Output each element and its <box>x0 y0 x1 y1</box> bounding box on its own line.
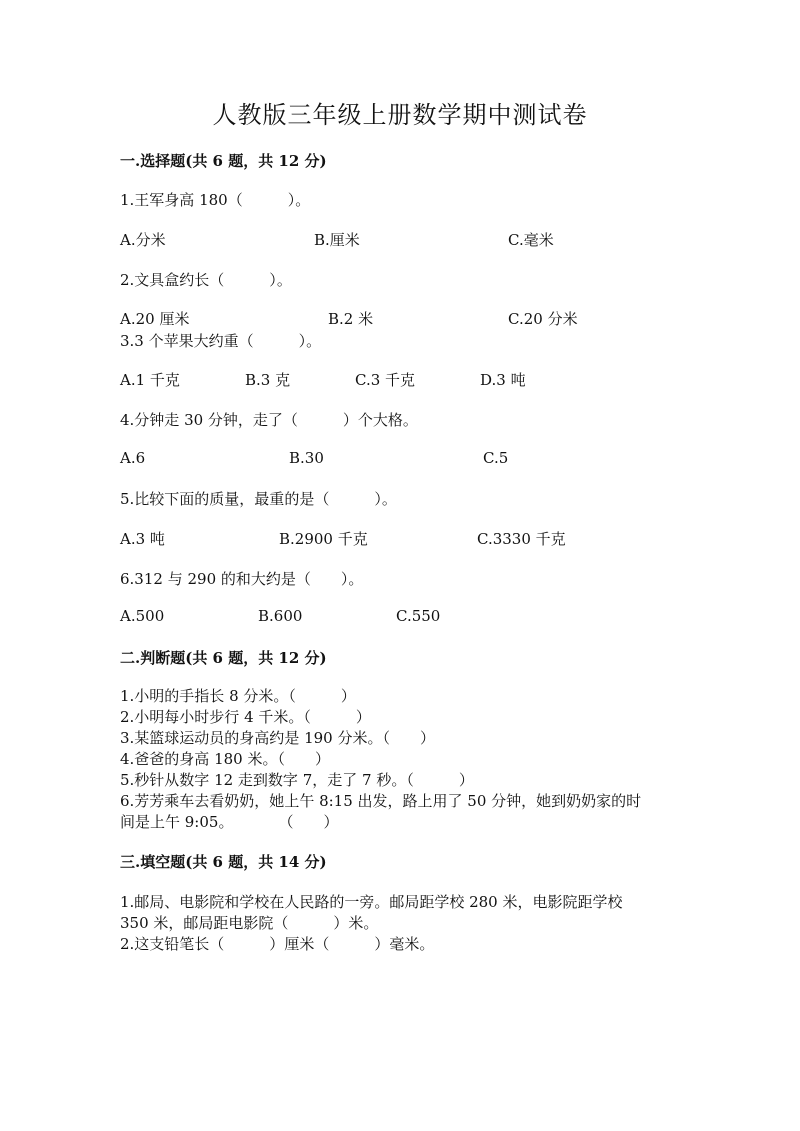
option-c: C.550 <box>396 607 441 625</box>
option-b: B.3 克 <box>245 371 291 389</box>
option-a: A.分米 <box>120 231 166 249</box>
question-3: 3.3 个苹果大约重（ ）。 <box>120 332 322 350</box>
fill-item: 2.这支铅笔长（ ）厘米（ ）毫米。 <box>120 935 435 953</box>
judgement-item: 1.小明的手指长 8 分米。（ ） <box>120 687 356 705</box>
option-b: B.2 米 <box>328 310 374 328</box>
question-6: 6.312 与 290 的和大约是（ ）。 <box>120 570 364 588</box>
option-c: C.5 <box>483 449 509 467</box>
section-header-judgement: 二.判断题(共 6 题，共 12 分) <box>120 649 327 667</box>
judgement-item: 4.爸爸的身高 180 米。（ ） <box>120 750 330 768</box>
option-c: C.3330 千克 <box>477 530 566 548</box>
question-5: 5.比较下面的质量，最重的是（ ）。 <box>120 490 397 508</box>
question-2: 2.文具盒约长（ ）。 <box>120 271 292 289</box>
page-title: 人教版三年级上册数学期中测试卷 <box>212 101 588 129</box>
option-c: C.毫米 <box>508 231 554 249</box>
option-d: D.3 吨 <box>480 371 526 389</box>
judgement-item-continued: 间是上午 9:05。 （ ） <box>120 813 339 831</box>
option-b: B.2900 千克 <box>279 530 368 548</box>
judgement-item: 2.小明每小时步行 4 千米。（ ） <box>120 708 371 726</box>
judgement-item: 3.某篮球运动员的身高约是 190 分米。（ ） <box>120 729 435 747</box>
option-b: B.600 <box>258 607 303 625</box>
fill-item-continued: 350 米，邮局距电影院（ ）米。 <box>120 914 379 932</box>
option-a: A.3 吨 <box>120 530 165 548</box>
option-a: A.1 千克 <box>120 371 180 389</box>
option-a: A.6 <box>120 449 146 467</box>
option-a: A.500 <box>120 607 165 625</box>
option-b: B.30 <box>289 449 324 467</box>
section-header-fill-blank: 三.填空题(共 6 题，共 14 分) <box>120 853 327 871</box>
option-a: A.20 厘米 <box>120 310 190 328</box>
fill-item: 1.邮局、电影院和学校在人民路的一旁。邮局距学校 280 米，电影院距学校 <box>120 893 623 911</box>
option-c: C.3 千克 <box>355 371 416 389</box>
question-4: 4.分钟走 30 分钟，走了（ ）个大格。 <box>120 411 418 429</box>
option-b: B.厘米 <box>314 231 360 249</box>
judgement-item: 5.秒针从数字 12 走到数字 7，走了 7 秒。（ ） <box>120 771 474 789</box>
judgement-item: 6.芳芳乘车去看奶奶，她上午 8:15 出发，路上用了 50 分钟，她到奶奶家的时 <box>120 792 642 810</box>
section-header-choice: 一.选择题(共 6 题，共 12 分) <box>120 152 327 170</box>
question-1: 1.王军身高 180（ ）。 <box>120 191 311 209</box>
option-c: C.20 分米 <box>508 310 578 328</box>
